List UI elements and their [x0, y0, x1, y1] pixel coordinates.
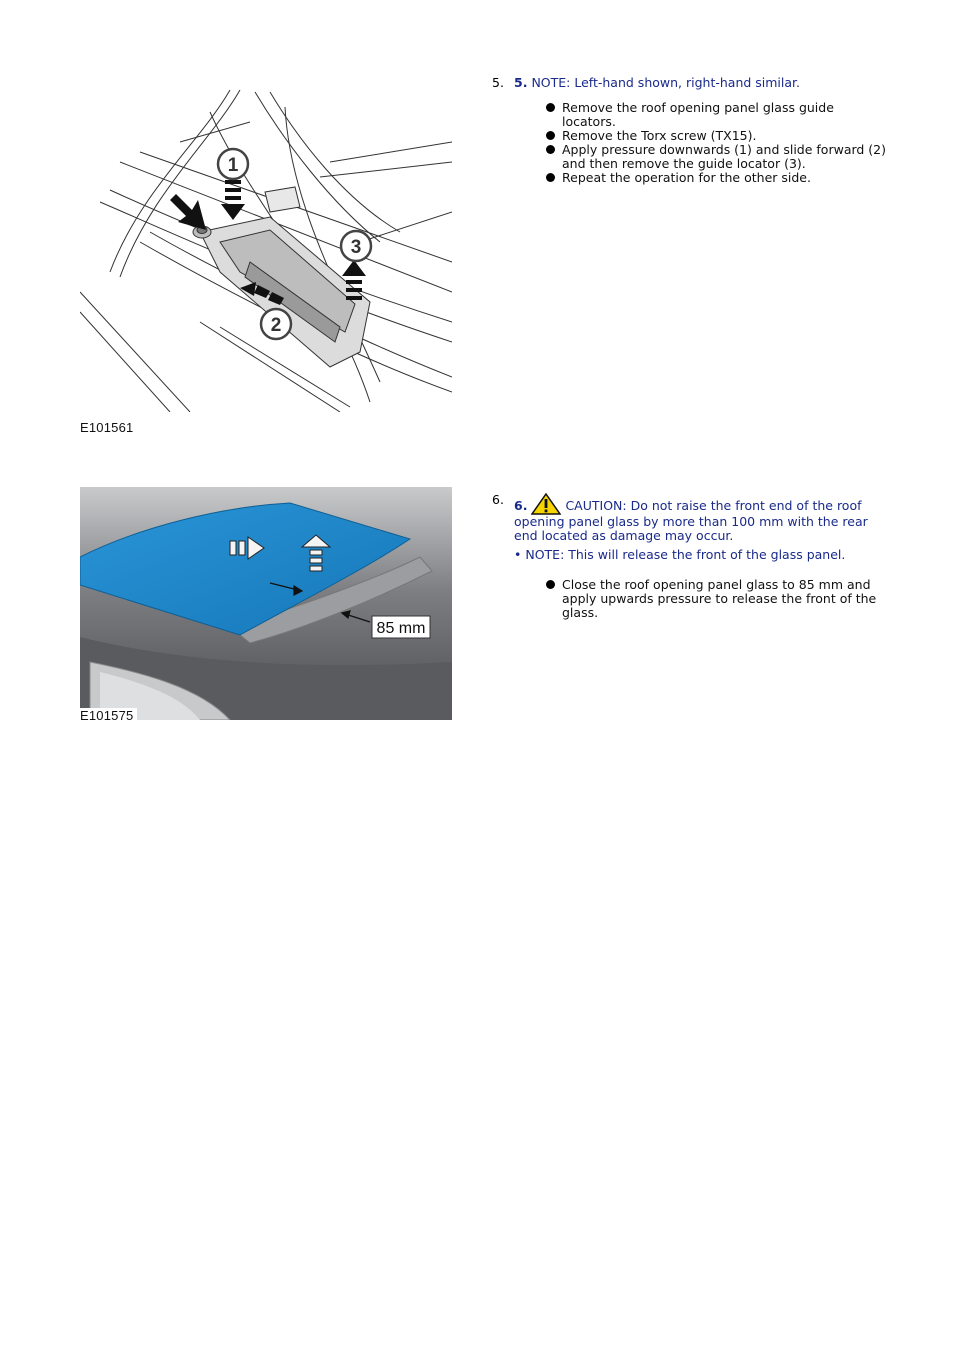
step-number-bold: 6. [514, 498, 528, 513]
step-note: NOTE: Left-hand shown, right-hand similar. [531, 75, 801, 90]
step-number-bold: 5. [514, 75, 528, 90]
guide-locator-drawing [80, 82, 452, 412]
callout-1 [218, 149, 248, 179]
bullet-dot-icon [546, 103, 555, 112]
list-item: Apply pressure downwards (1) and slide forward (2) and then remove the guide locator (3). [546, 143, 886, 171]
roof-glass-drawing [80, 487, 452, 720]
bullet-dot-icon [546, 173, 555, 182]
step-number: 5. [492, 75, 504, 90]
figure-code: E101561 [80, 420, 134, 435]
list-item: Close the roof opening panel glass to 85 mm and apply upwards pressure to release the front of the glass. [546, 578, 886, 620]
callout-2 [261, 309, 291, 339]
illustration-guide-locator [80, 82, 452, 412]
svg-text:2: 2 [270, 315, 282, 336]
dimension-label: 85 mm [376, 620, 426, 637]
list-item: Repeat the operation for the other side. [546, 171, 886, 185]
figure-guide-locator [80, 82, 452, 435]
step-heading [514, 493, 886, 543]
bullet-dot-icon [546, 145, 555, 154]
bullet-dot-icon [546, 131, 555, 140]
list-item: Remove the roof opening panel glass guide locators. [546, 101, 886, 129]
step-heading [514, 76, 886, 90]
step-bullet-list [546, 101, 886, 185]
figure-roof-glass [80, 487, 452, 723]
figure-code: E101575 [80, 708, 137, 723]
warning-triangle-icon [531, 493, 561, 515]
step-note: • NOTE: This will release the front of the glass panel. [514, 547, 846, 562]
svg-text:1: 1 [227, 155, 239, 176]
bullet-dot-icon [546, 580, 555, 589]
callout-3 [341, 231, 371, 261]
step-caution: CAUTION: Do not raise the front end of the roof opening panel glass by more than 100 mm with the rear end located as damage may occur. [514, 498, 868, 543]
step-bullet-list [546, 578, 886, 620]
illustration-roof-glass [80, 487, 452, 720]
svg-text:3: 3 [350, 237, 362, 258]
step-number: 6. [492, 492, 504, 507]
list-item: Remove the Torx screw (TX15). [546, 129, 886, 143]
